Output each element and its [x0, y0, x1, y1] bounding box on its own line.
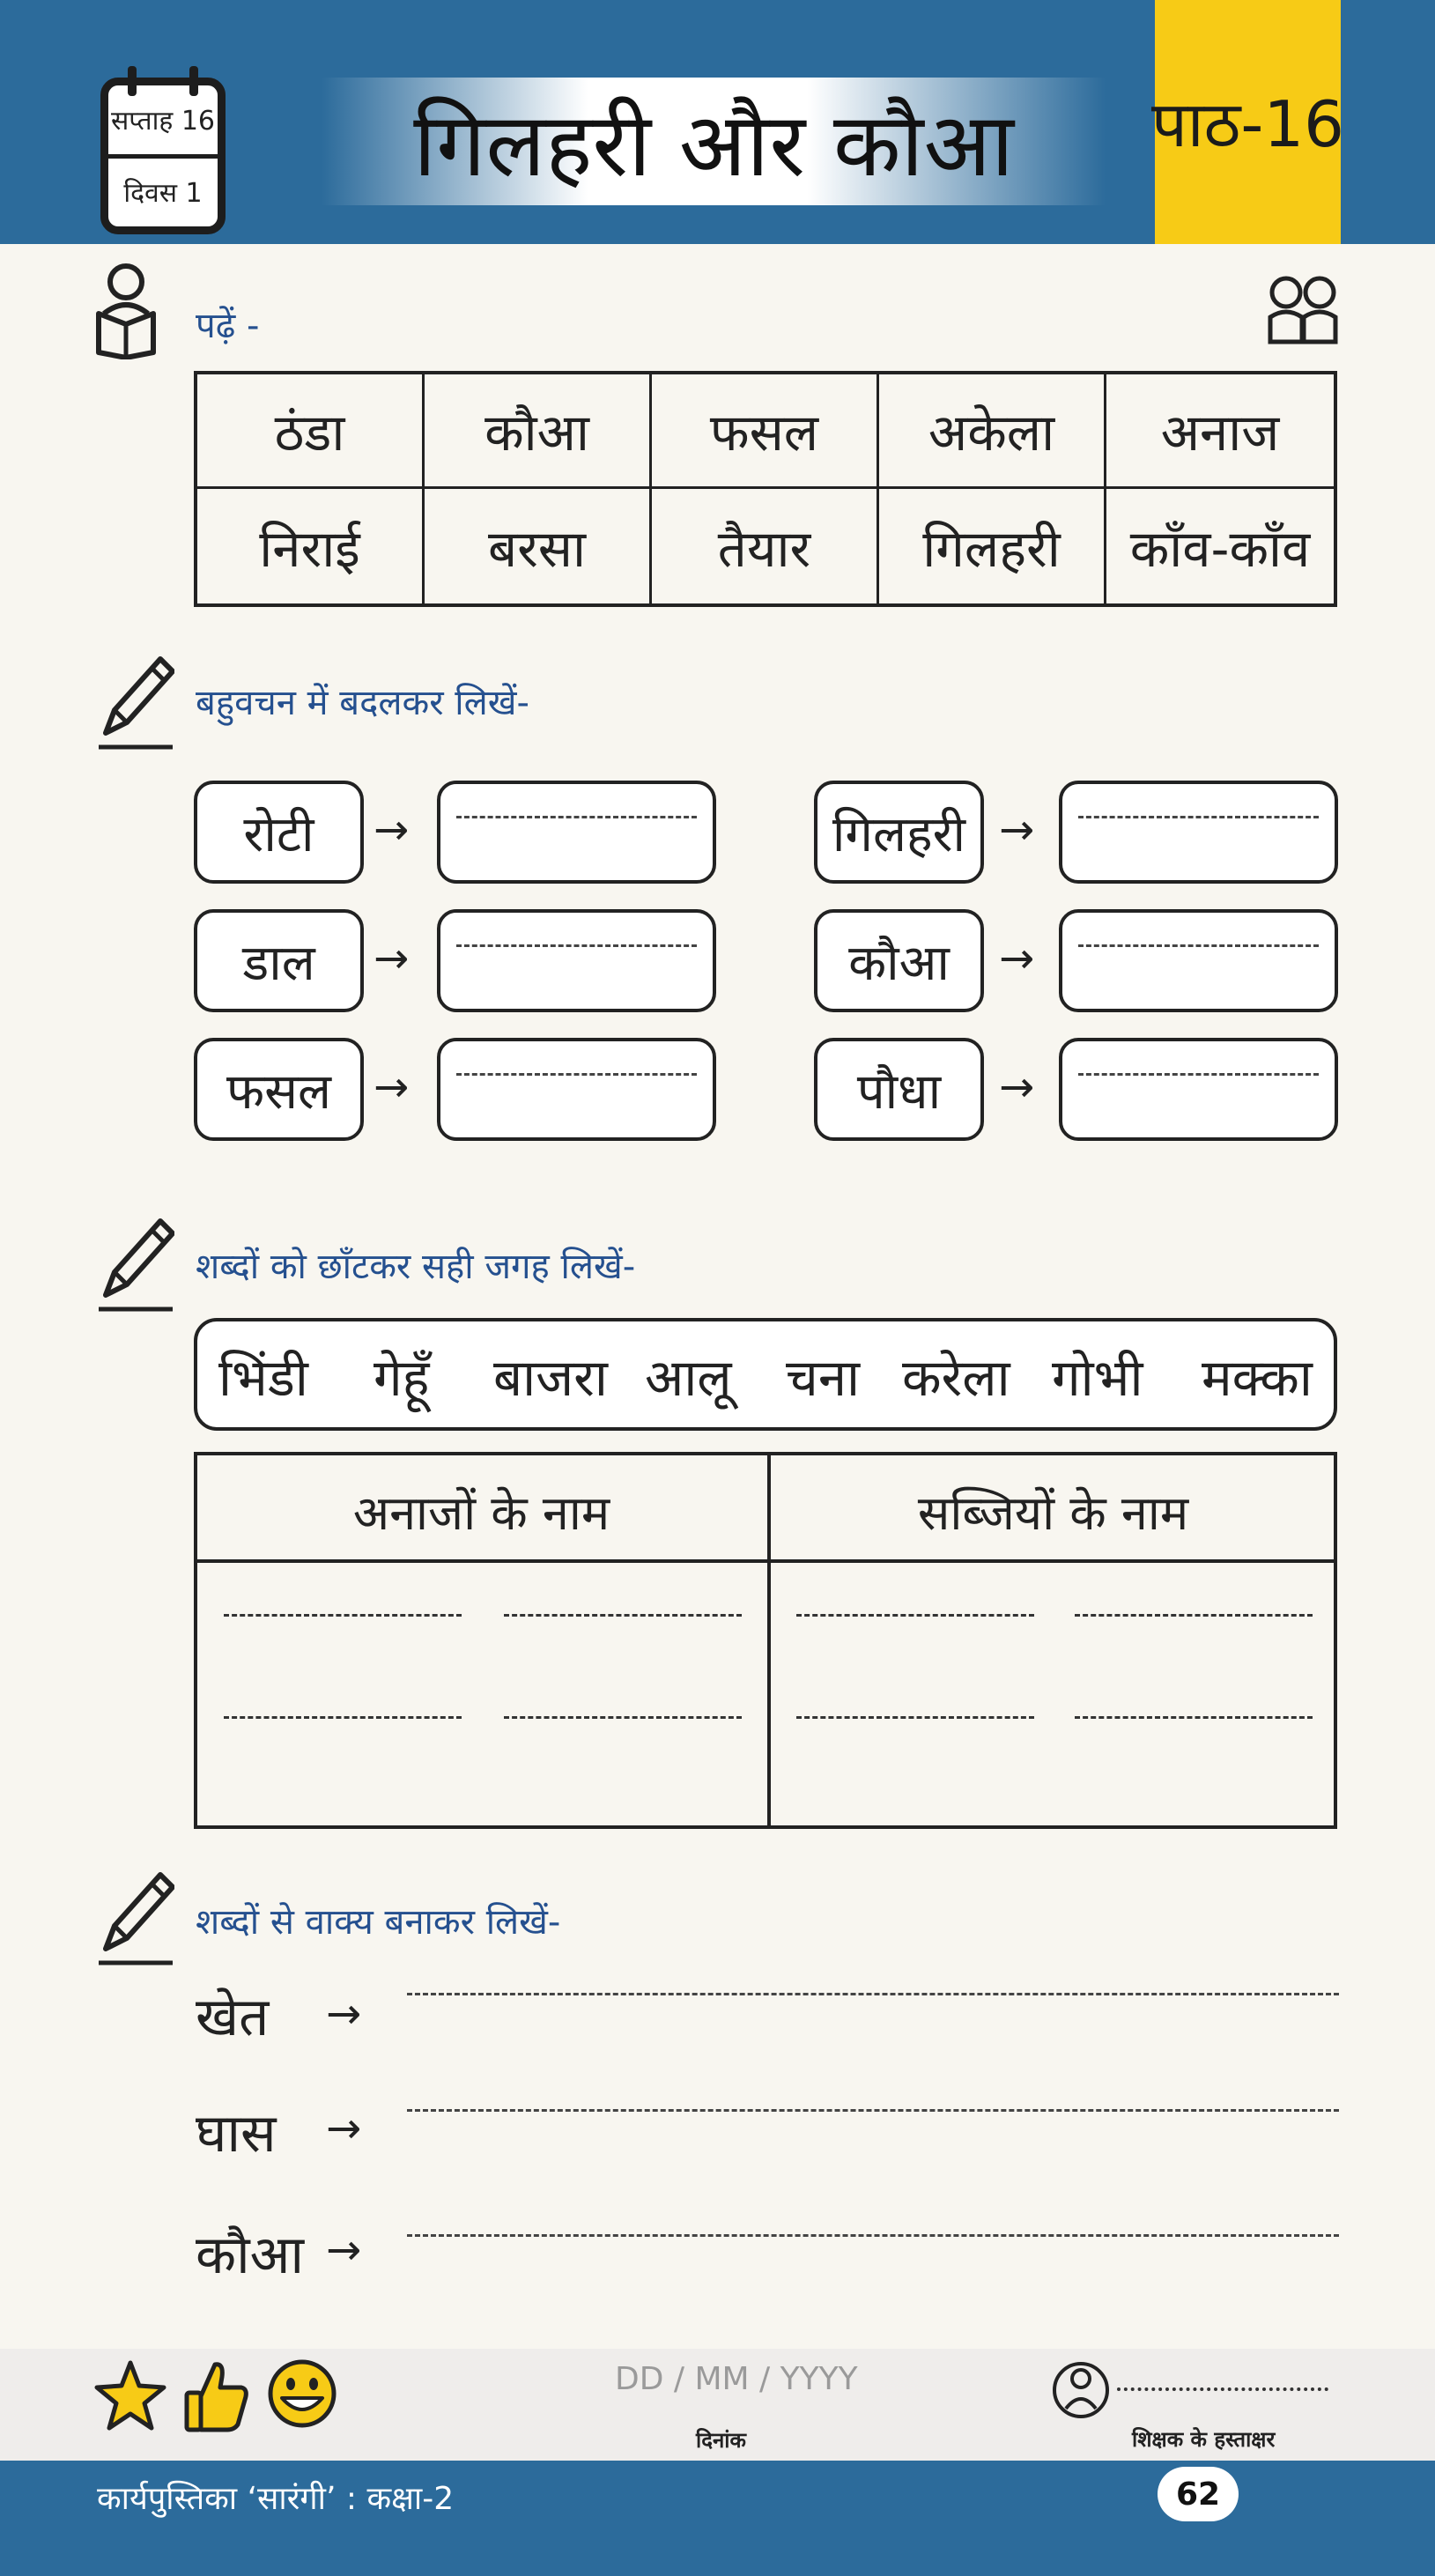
thumbs-up-icon[interactable] [183, 2358, 250, 2433]
teacher-icon [1052, 2358, 1110, 2423]
arrow-right-icon: → [326, 1989, 362, 2039]
bank-word: चना [786, 1348, 861, 1408]
star-icon[interactable] [93, 2359, 167, 2432]
arrow-right-icon: → [999, 805, 1035, 855]
answer-line[interactable] [796, 1614, 1034, 1617]
plural-answer-box[interactable] [1059, 1038, 1338, 1141]
two-children-icon [1265, 271, 1341, 347]
sort-table [194, 1452, 1337, 1829]
title-bar [322, 78, 1106, 205]
arrow-right-icon: → [326, 2104, 362, 2153]
bank-word: भिंडी [218, 1348, 308, 1408]
date-field[interactable]: DD / MM / YYYY [615, 2361, 858, 2397]
page-title: गिलहरी और कौआ [413, 93, 1014, 196]
read-heading: पढ़ें - [196, 306, 260, 346]
sort-heading: शब्दों को छाँटकर सही जगह लिखें- [196, 1247, 636, 1287]
grid-cell: तैयार [652, 489, 879, 603]
bank-word: आलू [645, 1348, 732, 1408]
arrow-right-icon: → [374, 805, 410, 855]
grid-cell: निराई [197, 489, 425, 603]
bank-word: मक्का [1202, 1348, 1313, 1408]
answer-line[interactable] [224, 1614, 462, 1617]
vegetables-column-header: सब्जियों के नाम [917, 1485, 1189, 1541]
answer-line[interactable] [1075, 1716, 1313, 1719]
grid-cell: ठंडा [197, 374, 425, 489]
bank-word: गोभी [1052, 1348, 1143, 1408]
plural-word: डाल [194, 909, 364, 1012]
grid-cell: अनाज [1106, 374, 1334, 489]
plural-word: गिलहरी [814, 781, 984, 884]
sentence-word: कौआ [196, 2224, 304, 2286]
plural-word: फसल [194, 1038, 364, 1141]
plural-answer-box[interactable] [1059, 909, 1338, 1012]
grid-cell: कौआ [425, 374, 652, 489]
plural-answer-box[interactable] [437, 1038, 716, 1141]
arrow-right-icon: → [999, 934, 1035, 983]
answer-line[interactable] [504, 1716, 742, 1719]
bank-word: गेहूँ [374, 1348, 430, 1408]
answer-line[interactable] [224, 1716, 462, 1719]
plural-answer-box[interactable] [437, 909, 716, 1012]
calendar-ring [189, 66, 198, 96]
plural-heading: बहुवचन में बदलकर लिखें- [196, 683, 529, 723]
plural-word: पौधा [814, 1038, 984, 1141]
date-label: दिनांक [696, 2428, 746, 2453]
lesson-badge [1151, 0, 1344, 244]
answer-line[interactable] [796, 1716, 1034, 1719]
calendar-badge [100, 78, 226, 234]
plural-word: कौआ [814, 909, 984, 1012]
page-number: 62 [1175, 2476, 1221, 2513]
grid-cell: बरसा [425, 489, 652, 603]
signature-line[interactable] [1117, 2387, 1328, 2391]
grid-cell: अकेला [879, 374, 1106, 489]
arrow-right-icon: → [374, 1062, 410, 1112]
grid-cell: काँव-काँव [1129, 518, 1311, 579]
bank-word: बाजरा [493, 1348, 608, 1408]
pencil-icon [95, 1864, 174, 1966]
word-grid [194, 371, 1337, 607]
plural-word: रोटी [194, 781, 364, 884]
answer-line[interactable] [504, 1614, 742, 1617]
sentence-heading: शब्दों से वाक्य बनाकर लिखें- [196, 1902, 561, 1943]
word-bank [194, 1318, 1337, 1431]
calendar-divider [108, 154, 218, 159]
reading-child-icon [92, 261, 160, 359]
pencil-icon [95, 1210, 174, 1313]
calendar-day: दिवस 1 [123, 178, 203, 209]
book-title: कार्यपुस्तिका ‘सारंगी’ : कक्षा-2 [97, 2481, 455, 2517]
sentence-word: घास [196, 2103, 277, 2165]
signature-label: शिक्षक के हस्ताक्षर [1132, 2427, 1276, 2452]
grains-column-header: अनाजों के नाम [352, 1485, 610, 1541]
page-number-badge [1158, 2467, 1239, 2521]
sentence-line[interactable] [407, 1993, 1339, 1995]
bank-word: करेला [902, 1348, 1010, 1408]
pencil-icon [95, 648, 174, 751]
lesson-label: पाठ-16 [1151, 86, 1344, 161]
plural-answer-box[interactable] [437, 781, 716, 884]
arrow-right-icon: → [999, 1062, 1035, 1112]
plural-answer-box[interactable] [1059, 781, 1338, 884]
calendar-ring [128, 66, 137, 96]
sentence-line[interactable] [407, 2234, 1339, 2237]
grid-cell: फसल [652, 374, 879, 489]
sentence-word: खेत [196, 1987, 270, 2048]
arrow-right-icon: → [326, 2225, 362, 2275]
answer-line[interactable] [1075, 1614, 1313, 1617]
arrow-right-icon: → [374, 934, 410, 983]
smiley-icon[interactable] [266, 2358, 338, 2430]
grid-cell: गिलहरी [879, 489, 1106, 603]
table-divider [197, 1559, 1334, 1563]
calendar-week: सप्ताह 16 [110, 106, 216, 137]
sentence-line[interactable] [407, 2109, 1339, 2112]
